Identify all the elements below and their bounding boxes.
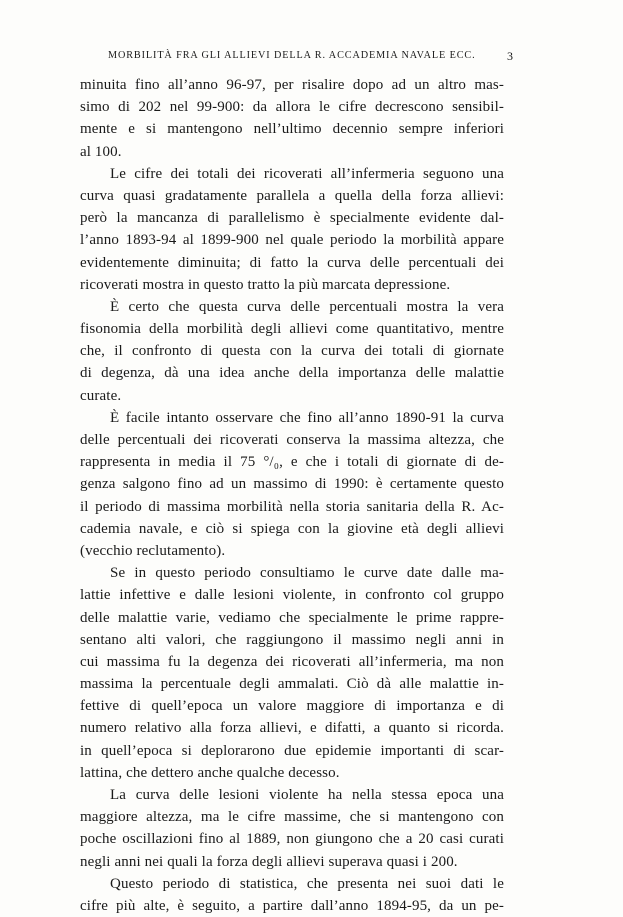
text-line: delle malattie varie, vediamo che specialmente le prime rappre- (80, 609, 504, 626)
text-line: delle percentuali dei ricoverati conserva la massima altezza, che (80, 432, 504, 448)
text-line: cifre più alte, è seguito, a partire dall’anno 1894-95, da un pe- (80, 897, 504, 914)
text-line: numero relativo alla forza allievi, e difatti, a quanto si ricorda. (80, 720, 504, 737)
text-line: massima la percentuale degli ammalati. Ciò dà alle malattie in- (80, 676, 504, 693)
text-line: poche oscillazioni fino al 1889, non giungono che a 20 casi curati (80, 831, 504, 848)
text-line: rappresenta in media il 75 °/₀, e che i totali di giornate di de- (80, 454, 504, 471)
text-line: al 100. (80, 143, 122, 160)
text-line: Se in questo periodo consultiamo le curve date dalle ma- (110, 565, 504, 582)
text-line: di degenza, dà una idea anche della importanza delle malattie (80, 365, 504, 382)
text-line: negli anni nei quali la forza degli allievi superava quasi i 200. (80, 853, 458, 870)
text-line: È certo che questa curva delle percentuali mostra la vera (110, 298, 504, 315)
running-head: MORBILITÀ FRA GLI ALLIEVI DELLA R. ACCADEMIA NAVALE ECC. (108, 50, 476, 61)
text-line: curate. (80, 387, 122, 404)
text-line: La curva delle lesioni violente ha nella stessa epoca una (110, 787, 504, 803)
page-header (0, 50, 623, 66)
text-line: ricoverati mostra in questo tratto la più marcata depressione. (80, 276, 451, 293)
text-line: lattie infettive e dalle lesioni violente, in confronto col gruppo (80, 587, 504, 604)
text-line: l’anno 1893-94 al 1899-900 nel quale periodo la morbilità appare (80, 232, 504, 249)
text-line: Questo periodo di statistica, che presenta nei suoi dati le (110, 875, 504, 892)
text-line: cui massima fu la degenza dei ricoverati all’infermeria, ma non (80, 653, 504, 670)
text-line: evidentemente diminuita; di fatto la curva delle percentuali dei (80, 254, 504, 271)
text-line: Le cifre dei totali dei ricoverati all’infermeria seguono una (110, 165, 504, 182)
page-number: 3 (507, 49, 513, 63)
text-line: fisonomia della morbilità degli allievi come quantitativo, mentre (80, 321, 504, 338)
text-line: sentano alti valori, che raggiungono il massimo negli anni in (80, 631, 504, 648)
text-line: però la mancanza di parallelismo è specialmente evidente dal- (80, 210, 504, 227)
text-line: È facile intanto osservare che fino all’anno 1890-91 la curva (110, 409, 504, 426)
text-line: fettive di quell’epoca un valore maggiore di importanza e di (80, 698, 504, 715)
text-line: minuita fino all’anno 96-97, per risalire dopo ad un altro mas- (80, 77, 504, 93)
text-line: lattina, che dettero anche qualche decesso. (80, 764, 340, 781)
text-line: simo di 202 nel 99-900: da allora le cifre decrescono sensibil- (80, 99, 504, 116)
body-text (80, 74, 504, 917)
text-line: genza salgono fino ad un massimo di 1990: è certamente questo (80, 476, 504, 493)
text-line: curva quasi gradatamente parallela a quella della forza allievi: (80, 187, 504, 204)
text-line: in quell’epoca si deplorarono due epidemie importanti di scar- (80, 742, 504, 759)
text-line: maggiore altezza, ma le cifre massime, che si mantengono con (80, 809, 504, 826)
text-line: che, il confronto di questa con la curva dei totali di giornate (80, 343, 504, 360)
text-line: cademia navale, e ciò si spiega con la giovine età degli allievi (80, 520, 504, 537)
text-line: (vecchio reclutamento). (80, 542, 226, 559)
text-line: il periodo di massima morbilità nella storia sanitaria della R. Ac- (80, 498, 504, 515)
text-line: mente e si mantengono nell’ultimo decennio sempre inferiori (80, 121, 504, 138)
